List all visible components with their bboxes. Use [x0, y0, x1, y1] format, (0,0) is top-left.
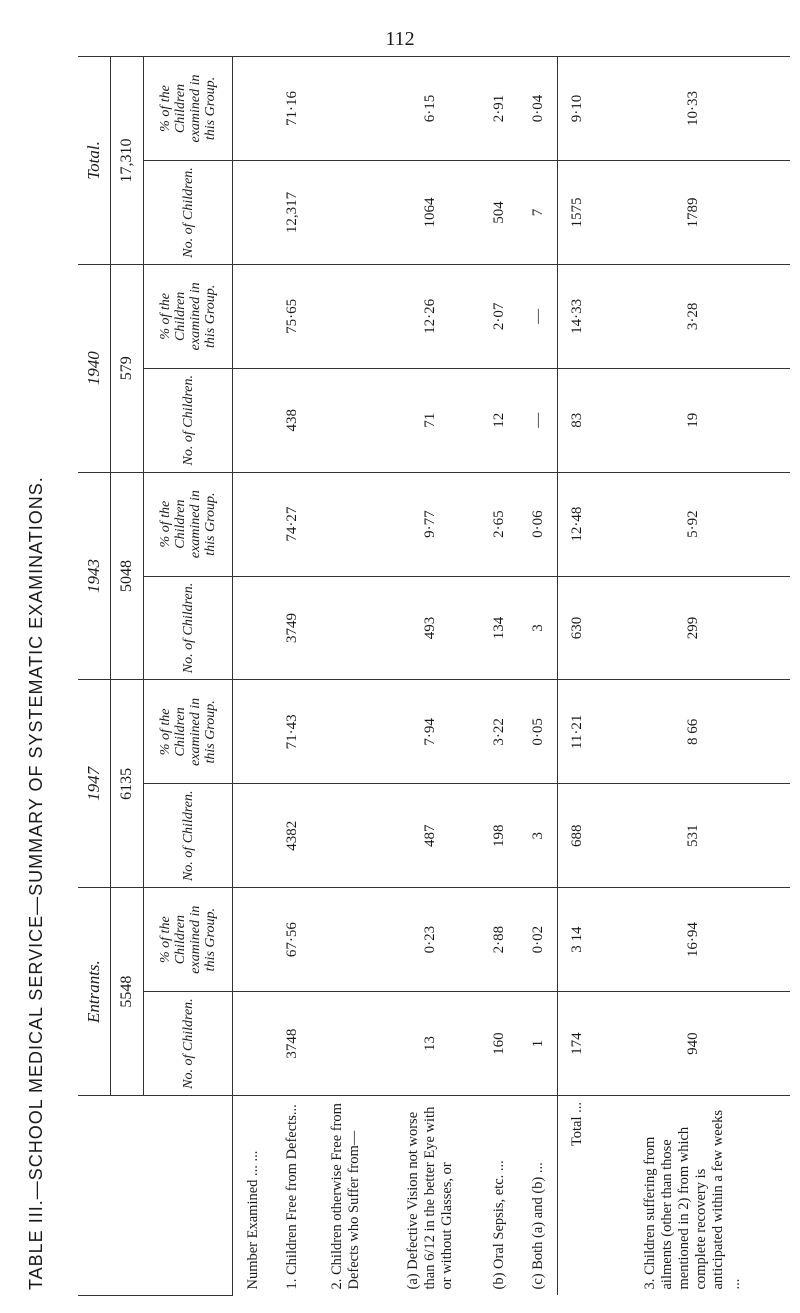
table-cell: 134: [481, 576, 519, 680]
table-row: [311, 57, 380, 1296]
table-cell: 19: [597, 368, 790, 472]
table-cell: 12·26: [380, 264, 480, 368]
table-cell: 75·65: [273, 264, 311, 368]
table-cell: 13: [380, 992, 480, 1096]
table-cell: 174: [558, 992, 597, 1096]
table-cell: 11·21: [558, 680, 597, 784]
table-row-total: [558, 57, 597, 1296]
table-cell: 2·07: [481, 264, 519, 368]
table-cell: 9·10: [558, 57, 597, 161]
table-cell: 504: [481, 160, 519, 264]
table-row: [233, 57, 274, 1296]
table-cell: 940: [597, 992, 790, 1096]
group-header-entrants: Entrants.: [78, 888, 111, 1096]
table-cell: 0·06: [519, 472, 558, 576]
table-cell: 299: [597, 576, 790, 680]
subheader-no-children: No. of Children.: [144, 368, 233, 472]
table-cell: 12·48: [558, 472, 597, 576]
table-cell: 3·22: [481, 680, 519, 784]
table-cell: 3·28: [597, 264, 790, 368]
table-row: [380, 57, 480, 1296]
table-cell: 1789: [597, 160, 790, 264]
table-cell: 2·91: [481, 57, 519, 161]
group-header-1940: 1940: [78, 264, 111, 472]
table-cell: 71·16: [273, 57, 311, 161]
table-title: TABLE III.—SCHOOL MEDICAL SERVICE—SUMMARY OF SYSTEMATIC EXAMINATIONS.: [26, 476, 46, 1290]
table-cell: 74·27: [273, 472, 311, 576]
table-cell: 14·33: [558, 264, 597, 368]
summary-table: [78, 56, 790, 1296]
table-cell: 688: [558, 784, 597, 888]
group-header-1947: 1947: [78, 680, 111, 888]
subheader-no-children: No. of Children.: [144, 992, 233, 1096]
table-cell: —: [519, 368, 558, 472]
table-cell: 7·94: [380, 680, 480, 784]
table-cell: 2·65: [481, 472, 519, 576]
row-label-number-examined: Number Examined ... ...: [233, 1096, 274, 1296]
subheader-percent: % of the Children examined in this Group.: [144, 680, 233, 784]
table-cell: 0·04: [519, 57, 558, 161]
subheader-no-children: No. of Children.: [144, 576, 233, 680]
subheader-percent: % of the Children examined in this Group.: [144, 264, 233, 368]
table-cell: 8 66: [597, 680, 790, 784]
table-row: [597, 57, 790, 1296]
table-cell: 493: [380, 576, 480, 680]
examined-count-1947: 6135: [111, 680, 144, 888]
row-label-ailments: 3. Children suffering from ailments (other than those mentioned in 2) from which complete recovery is anticipated within a few weeks ...: [597, 1096, 790, 1296]
table-cell: 2·88: [481, 888, 519, 992]
row-label-both: (c) Both (a) and (b) ...: [519, 1096, 558, 1296]
subheader-no-children: No. of Children.: [144, 160, 233, 264]
table-cell: 12: [481, 368, 519, 472]
page-number: 112: [385, 28, 415, 50]
table-cell: 5·92: [597, 472, 790, 576]
table-cell: 7: [519, 160, 558, 264]
table-cell: 160: [481, 992, 519, 1096]
row-label-total: Total ...: [558, 1096, 597, 1296]
table-cell: 1575: [558, 160, 597, 264]
table-cell: 9·77: [380, 472, 480, 576]
table-cell: 198: [481, 784, 519, 888]
table-cell: 531: [597, 784, 790, 888]
table-cell: 10·33: [597, 57, 790, 161]
table-cell: 12,317: [273, 160, 311, 264]
table-cell: 67·56: [273, 888, 311, 992]
label-header: [78, 1096, 233, 1296]
table-cell: 4382: [273, 784, 311, 888]
group-header-total: Total.: [78, 57, 111, 265]
table-cell: 3748: [273, 992, 311, 1096]
subheader-percent: % of the Children examined in this Group.: [144, 57, 233, 161]
table-cell: 630: [558, 576, 597, 680]
table-cell: 6·15: [380, 57, 480, 161]
row-label-free-from-defects: 1. Children Free from Defects...: [273, 1096, 311, 1296]
row-label-defective-vision: (a) Defective Vision not worse than 6/12 in the better Eye with or without Glasses, or: [380, 1096, 480, 1296]
examined-count-1940: 579: [111, 264, 144, 472]
table-cell: 0·05: [519, 680, 558, 784]
table-cell: 71·43: [273, 680, 311, 784]
subheader-percent: % of the Children examined in this Group.: [144, 472, 233, 576]
table-cell: 0·02: [519, 888, 558, 992]
table-cell: 3: [519, 784, 558, 888]
table-cell: 0·23: [380, 888, 480, 992]
table-row: [481, 57, 519, 1296]
table-cell: 1064: [380, 160, 480, 264]
table-cell: 438: [273, 368, 311, 472]
table-row: [273, 57, 311, 1296]
table-cell: 487: [380, 784, 480, 888]
group-header-1943: 1943: [78, 472, 111, 680]
table-cell: 1: [519, 992, 558, 1096]
row-label-oral-sepsis: (b) Oral Sepsis, etc. ...: [481, 1096, 519, 1296]
row-label-otherwise-free: 2. Children otherwise Free from Defects who Suffer from—: [311, 1096, 380, 1296]
table-cell: —: [519, 264, 558, 368]
examined-count-1943: 5048: [111, 472, 144, 680]
summary-table-wrapper: [78, 56, 790, 1296]
table-cell: 3749: [273, 576, 311, 680]
table-cell: 3 14: [558, 888, 597, 992]
table-row: [519, 57, 558, 1296]
table-cell: 83: [558, 368, 597, 472]
table-cell: 16·94: [597, 888, 790, 992]
subheader-no-children: No. of Children.: [144, 784, 233, 888]
examined-count-total: 17,310: [111, 57, 144, 265]
table-cell: 71: [380, 368, 480, 472]
subheader-percent: % of the Children examined in this Group.: [144, 888, 233, 992]
table-cell: 3: [519, 576, 558, 680]
examined-count-entrants: 5548: [111, 888, 144, 1096]
